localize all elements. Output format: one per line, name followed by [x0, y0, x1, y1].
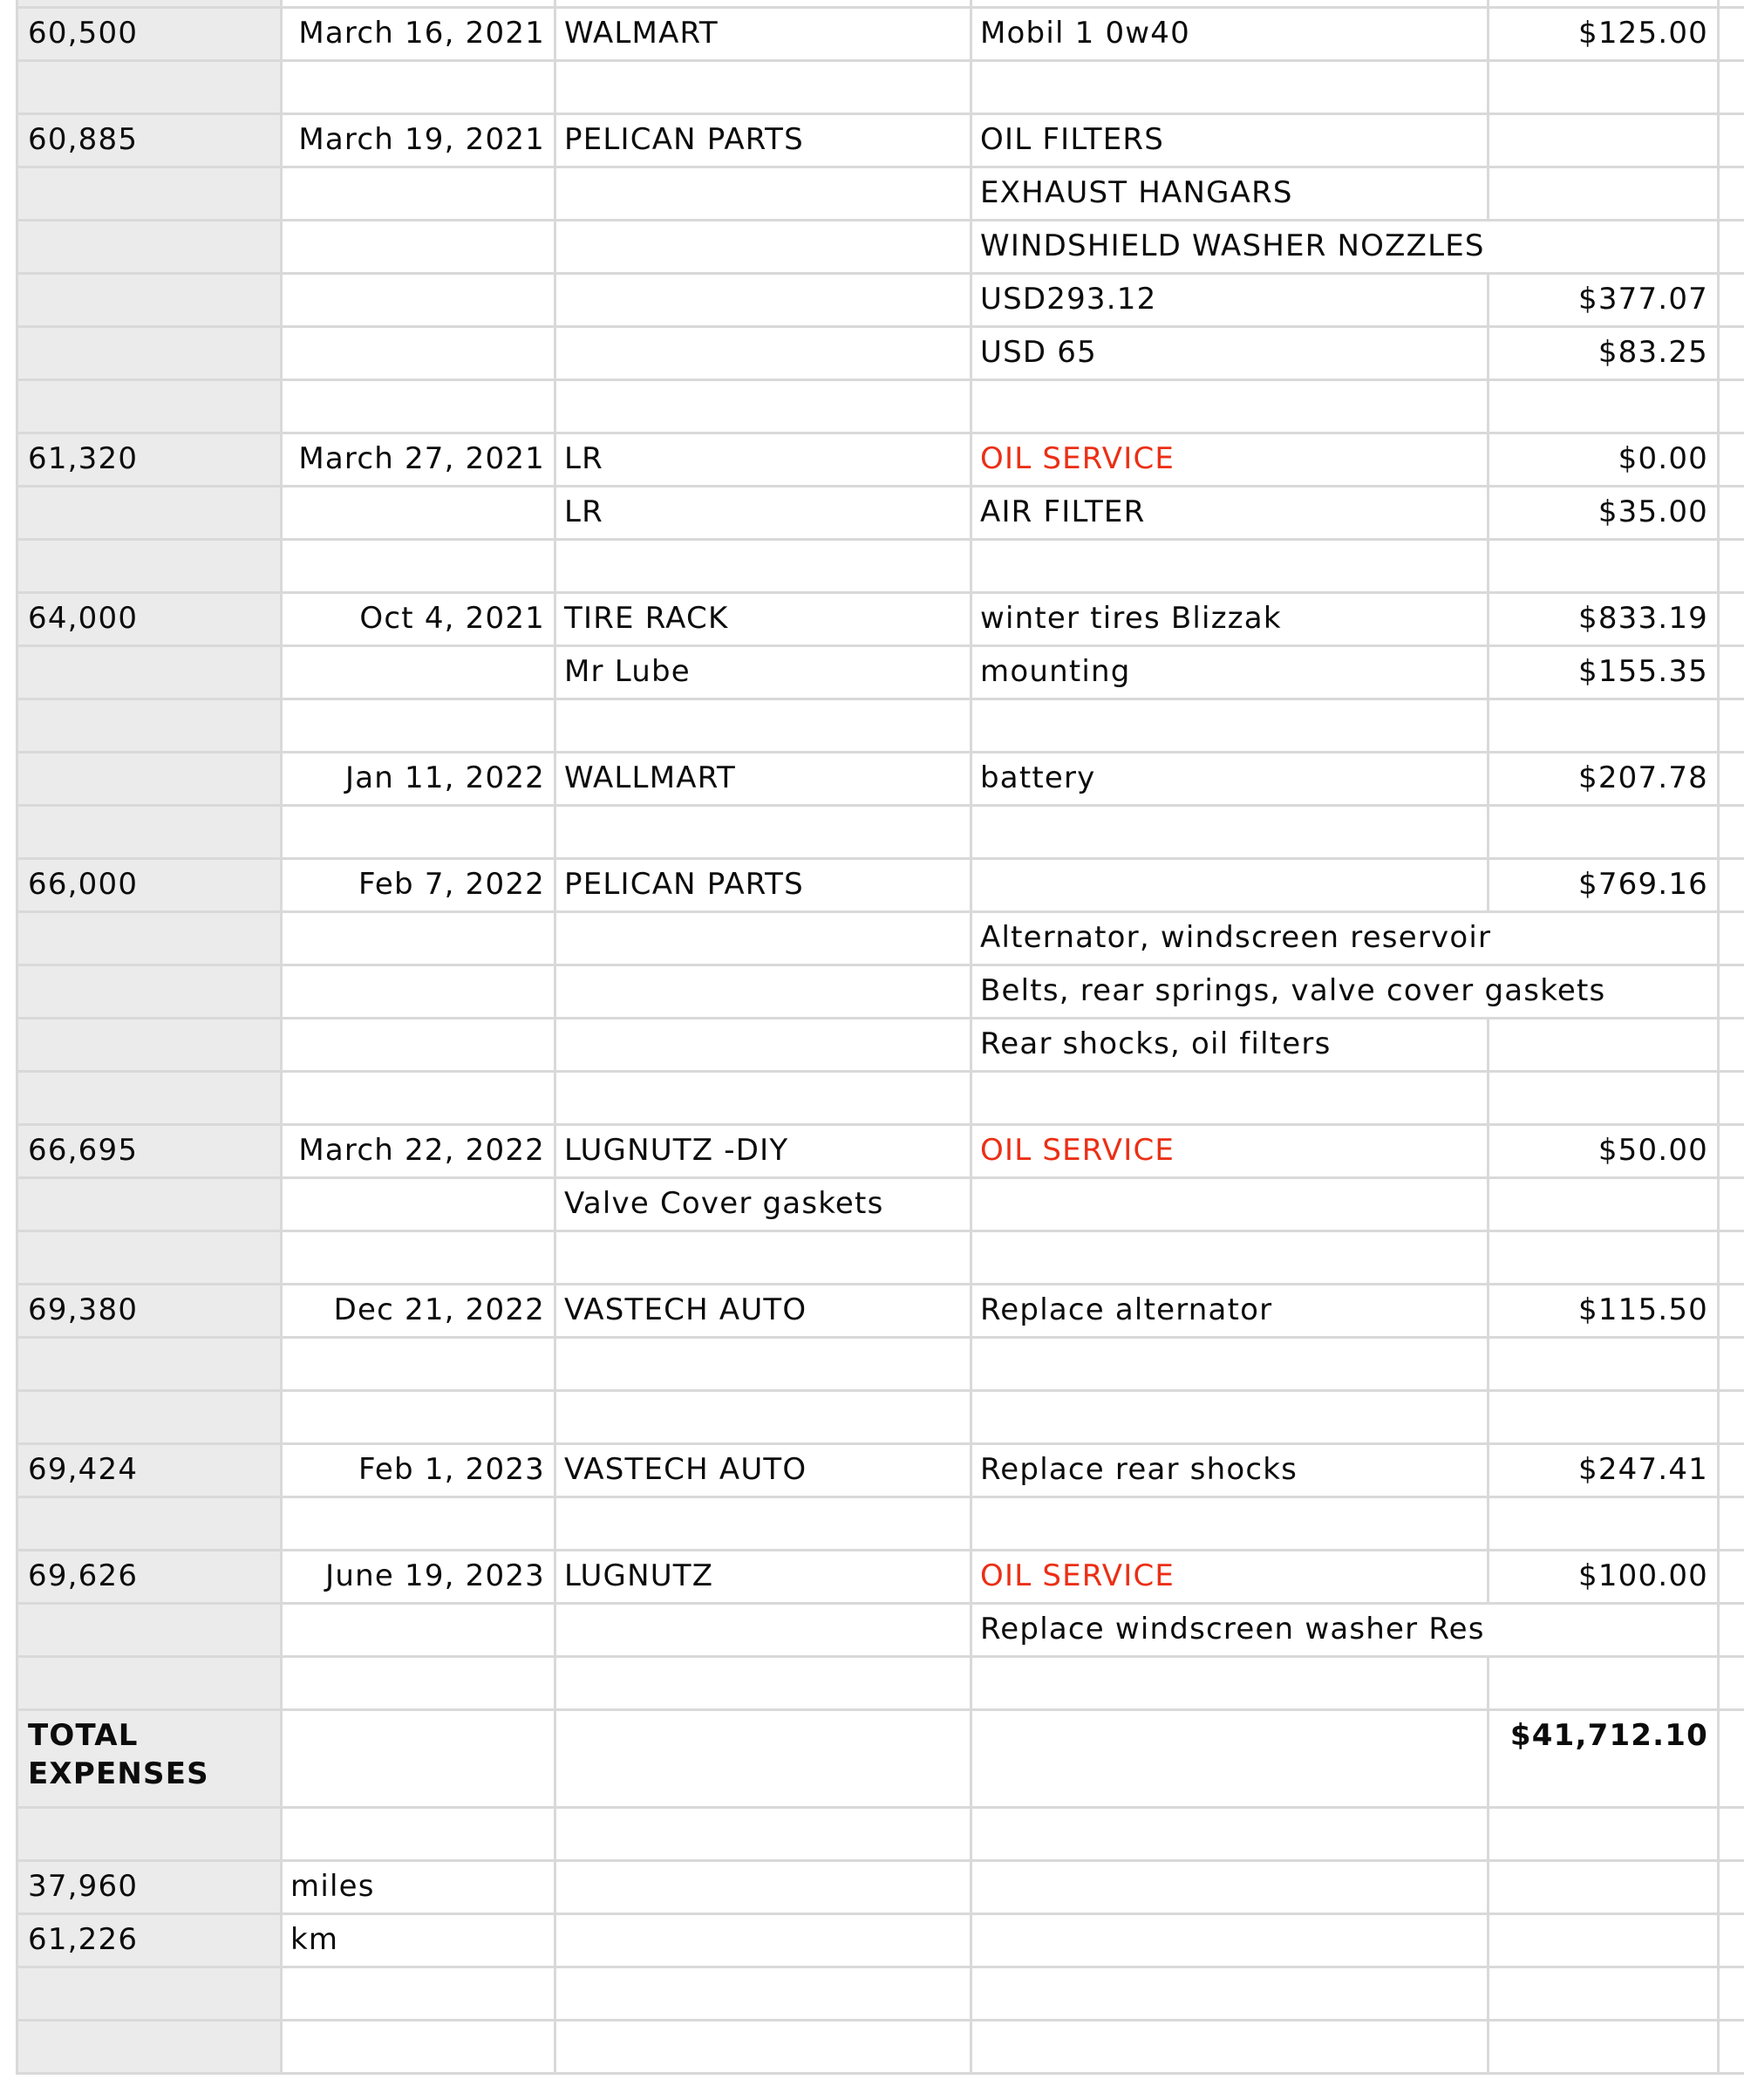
cell-extra[interactable]	[1719, 1807, 1744, 1860]
cell-vendor[interactable]	[555, 1497, 971, 1550]
cell-odometer[interactable]	[17, 1071, 282, 1124]
cell-description[interactable]: EXHAUST HANGARS	[971, 167, 1489, 220]
cell-vendor[interactable]	[555, 1967, 971, 2020]
cell-extra[interactable]	[1719, 1497, 1744, 1550]
cell-extra[interactable]	[1719, 379, 1744, 433]
cell-amount[interactable]: $207.78	[1489, 752, 1719, 805]
table-row	[17, 486, 1744, 539]
cell-odometer[interactable]	[17, 1807, 282, 1860]
table-row	[17, 1860, 1744, 1913]
table-row	[17, 965, 1744, 1018]
cell-extra[interactable]	[1719, 1443, 1744, 1497]
cell-vendor[interactable]	[555, 0, 971, 7]
table-row	[17, 1390, 1744, 1443]
cell-vendor[interactable]	[555, 379, 971, 433]
cell-description[interactable]	[971, 1967, 1489, 2020]
cell-description[interactable]: WINDSHIELD WASHER NOZZLES	[971, 220, 1719, 273]
cell-date[interactable]	[282, 1018, 555, 1071]
cell-vendor[interactable]	[555, 965, 971, 1018]
cell-extra[interactable]	[1719, 645, 1744, 699]
table-row	[17, 113, 1744, 167]
cell-amount[interactable]	[1489, 1390, 1719, 1443]
cell-date[interactable]	[282, 486, 555, 539]
cell-date[interactable]	[282, 0, 555, 7]
cell-odometer[interactable]	[17, 645, 282, 699]
table-row	[17, 1967, 1744, 2020]
cell-amount[interactable]: $50.00	[1489, 1124, 1719, 1177]
cell-vendor[interactable]	[555, 1709, 971, 1807]
cell-description[interactable]	[971, 1913, 1489, 1967]
cell-extra[interactable]	[1719, 539, 1744, 592]
cell-amount[interactable]	[1489, 1231, 1719, 1284]
cell-extra[interactable]	[1719, 1337, 1744, 1390]
table-row	[17, 1807, 1744, 1860]
cell-date[interactable]	[282, 379, 555, 433]
table-row	[17, 858, 1744, 911]
cell-amount[interactable]	[1489, 699, 1719, 752]
cell-date[interactable]	[282, 273, 555, 326]
cell-vendor[interactable]: LR	[555, 433, 971, 486]
cell-odometer[interactable]	[17, 965, 282, 1018]
table-row	[17, 0, 1744, 7]
cell-odometer[interactable]	[17, 167, 282, 220]
cell-date[interactable]	[282, 1231, 555, 1284]
cell-description[interactable]	[971, 1071, 1489, 1124]
cell-vendor[interactable]: PELICAN PARTS	[555, 113, 971, 167]
spreadsheet	[16, 0, 1744, 2084]
cell-odometer[interactable]	[17, 0, 282, 7]
cell-amount[interactable]: $769.16	[1489, 858, 1719, 911]
cell-extra[interactable]	[1719, 0, 1744, 7]
cell-amount[interactable]: $115.50	[1489, 1284, 1719, 1337]
cell-vendor[interactable]	[555, 1656, 971, 1709]
cell-odometer[interactable]	[17, 1177, 282, 1231]
cell-odometer[interactable]: 37,960	[17, 1860, 282, 1913]
cell-odometer[interactable]: 69,424	[17, 1443, 282, 1497]
cell-extra[interactable]	[1719, 326, 1744, 379]
cell-description[interactable]	[971, 60, 1489, 113]
cell-description[interactable]	[971, 1807, 1489, 1860]
cell-odometer[interactable]	[17, 1603, 282, 1656]
cell-date[interactable]	[282, 1071, 555, 1124]
table-row	[17, 1124, 1744, 1177]
cell-extra[interactable]	[1719, 60, 1744, 113]
cell-vendor[interactable]	[555, 1231, 971, 1284]
cell-odometer[interactable]	[17, 2020, 282, 2073]
cell-date[interactable]	[282, 1807, 555, 1860]
cell-odometer[interactable]: 69,626	[17, 1550, 282, 1603]
cell-date[interactable]	[282, 699, 555, 752]
cell-date[interactable]	[282, 1709, 555, 1807]
cell-extra[interactable]	[1719, 1284, 1744, 1337]
cell-extra[interactable]	[1719, 1177, 1744, 1231]
cell-extra[interactable]	[1719, 1018, 1744, 1071]
cell-odometer[interactable]: 60,500	[17, 7, 282, 60]
cell-description[interactable]	[971, 699, 1489, 752]
cell-odometer[interactable]	[17, 486, 282, 539]
cell-vendor[interactable]	[555, 805, 971, 858]
table-row	[17, 1709, 1744, 1807]
cell-description[interactable]: Rear shocks, oil filters	[971, 1018, 1489, 1071]
cell-odometer[interactable]	[17, 326, 282, 379]
table-row	[17, 220, 1744, 273]
table-row	[17, 1071, 1744, 1124]
cell-amount[interactable]	[1489, 1177, 1719, 1231]
cell-description[interactable]	[971, 805, 1489, 858]
cell-description[interactable]: Alternator, windscreen reservoir	[971, 911, 1719, 965]
cell-extra[interactable]	[1719, 2020, 1744, 2073]
cell-extra[interactable]	[1719, 1860, 1744, 1913]
cell-extra[interactable]	[1719, 752, 1744, 805]
table-row	[17, 326, 1744, 379]
cell-odometer[interactable]: 61,226	[17, 1913, 282, 1967]
cell-extra[interactable]	[1719, 486, 1744, 539]
cell-date[interactable]: km	[282, 1913, 555, 1967]
table-row	[17, 273, 1744, 326]
cell-description[interactable]: OIL SERVICE	[971, 433, 1489, 486]
cell-extra[interactable]	[1719, 805, 1744, 858]
cell-date[interactable]: Oct 4, 2021	[282, 592, 555, 645]
table-row	[17, 752, 1744, 805]
cell-date[interactable]	[282, 60, 555, 113]
cell-amount[interactable]: $41,712.10	[1489, 1709, 1719, 1807]
cell-description[interactable]	[971, 1231, 1489, 1284]
cell-extra[interactable]	[1719, 1913, 1744, 1967]
cell-date[interactable]	[282, 220, 555, 273]
expenses-table	[16, 0, 1744, 2075]
cell-odometer[interactable]: 64,000	[17, 592, 282, 645]
cell-description[interactable]	[971, 1656, 1489, 1709]
cell-date[interactable]	[282, 1177, 555, 1231]
cell-description[interactable]: OIL SERVICE	[971, 1124, 1489, 1177]
cell-date[interactable]	[282, 911, 555, 965]
cell-amount[interactable]	[1489, 379, 1719, 433]
cell-amount[interactable]: $83.25	[1489, 326, 1719, 379]
table-row	[17, 1337, 1744, 1390]
table-row	[17, 60, 1744, 113]
cell-extra[interactable]	[1719, 1124, 1744, 1177]
cell-odometer[interactable]	[17, 273, 282, 326]
cell-amount[interactable]: $833.19	[1489, 592, 1719, 645]
table-row	[17, 1656, 1744, 1709]
cell-odometer[interactable]	[17, 699, 282, 752]
cell-amount[interactable]: $125.00	[1489, 7, 1719, 60]
cell-amount[interactable]	[1489, 1337, 1719, 1390]
cell-date[interactable]: March 22, 2022	[282, 1124, 555, 1177]
cell-extra[interactable]	[1719, 911, 1744, 965]
cell-description[interactable]: mounting	[971, 645, 1489, 699]
cell-vendor[interactable]: LUGNUTZ	[555, 1550, 971, 1603]
cell-description[interactable]: OIL FILTERS	[971, 113, 1489, 167]
cell-vendor[interactable]	[555, 167, 971, 220]
cell-odometer[interactable]	[17, 1967, 282, 2020]
cell-vendor[interactable]: Valve Cover gaskets	[555, 1177, 971, 1231]
cell-vendor[interactable]: LUGNUTZ -DIY	[555, 1124, 971, 1177]
cell-extra[interactable]	[1719, 699, 1744, 752]
cell-odometer[interactable]: 61,320	[17, 433, 282, 486]
cell-description[interactable]: USD293.12	[971, 273, 1489, 326]
cell-odometer[interactable]	[17, 911, 282, 965]
table-row	[17, 1603, 1744, 1656]
cell-description[interactable]: OIL SERVICE	[971, 1550, 1489, 1603]
table-row	[17, 592, 1744, 645]
cell-extra[interactable]	[1719, 7, 1744, 60]
cell-extra[interactable]	[1719, 1550, 1744, 1603]
cell-vendor[interactable]	[555, 1018, 971, 1071]
cell-description[interactable]	[971, 1337, 1489, 1390]
table-row	[17, 1231, 1744, 1284]
cell-description[interactable]	[971, 2020, 1489, 2073]
cell-description[interactable]: Mobil 1 0w40	[971, 7, 1489, 60]
cell-odometer[interactable]: 69,380	[17, 1284, 282, 1337]
cell-amount[interactable]	[1489, 1071, 1719, 1124]
cell-vendor[interactable]	[555, 1390, 971, 1443]
cell-date[interactable]	[282, 805, 555, 858]
cell-odometer[interactable]	[17, 1231, 282, 1284]
cell-odometer[interactable]	[17, 220, 282, 273]
cell-odometer[interactable]: TOTAL EXPENSES	[17, 1709, 282, 1807]
cell-date[interactable]	[282, 326, 555, 379]
cell-odometer[interactable]	[17, 1018, 282, 1071]
cell-date[interactable]: March 16, 2021	[282, 7, 555, 60]
cell-vendor[interactable]	[555, 2020, 971, 2073]
cell-description[interactable]	[971, 1497, 1489, 1550]
cell-odometer[interactable]	[17, 1337, 282, 1390]
cell-extra[interactable]	[1719, 113, 1744, 167]
table-row	[17, 1550, 1744, 1603]
table-row	[17, 1018, 1744, 1071]
table-row	[17, 1913, 1744, 1967]
cell-date[interactable]	[282, 2020, 555, 2073]
cell-description[interactable]	[971, 1177, 1489, 1231]
cell-date[interactable]	[282, 1497, 555, 1550]
cell-vendor[interactable]	[555, 1071, 971, 1124]
table-row	[17, 645, 1744, 699]
cell-date[interactable]	[282, 1656, 555, 1709]
cell-vendor[interactable]	[555, 1337, 971, 1390]
cell-description[interactable]	[971, 379, 1489, 433]
cell-vendor[interactable]	[555, 60, 971, 113]
table-row	[17, 433, 1744, 486]
cell-vendor[interactable]	[555, 326, 971, 379]
cell-amount[interactable]: $100.00	[1489, 1550, 1719, 1603]
table-row	[17, 167, 1744, 220]
cell-description[interactable]: Replace rear shocks	[971, 1443, 1489, 1497]
cell-description[interactable]: AIR FILTER	[971, 486, 1489, 539]
cell-extra[interactable]	[1719, 220, 1744, 273]
cell-amount[interactable]	[1489, 1967, 1719, 2020]
cell-extra[interactable]	[1719, 1967, 1744, 2020]
cell-date[interactable]: Dec 21, 2022	[282, 1284, 555, 1337]
cell-vendor[interactable]: Mr Lube	[555, 645, 971, 699]
cell-vendor[interactable]	[555, 1807, 971, 1860]
cell-vendor[interactable]	[555, 273, 971, 326]
cell-vendor[interactable]: WALMART	[555, 7, 971, 60]
cell-description[interactable]: winter tires Blizzak	[971, 592, 1489, 645]
cell-vendor[interactable]: VASTECH AUTO	[555, 1443, 971, 1497]
cell-amount[interactable]	[1489, 1497, 1719, 1550]
cell-extra[interactable]	[1719, 965, 1744, 1018]
cell-description[interactable]: Belts, rear springs, valve cover gaskets	[971, 965, 1719, 1018]
cell-date[interactable]: Feb 7, 2022	[282, 858, 555, 911]
cell-date[interactable]	[282, 645, 555, 699]
cell-amount[interactable]	[1489, 1656, 1719, 1709]
table-row	[17, 1284, 1744, 1337]
cell-vendor[interactable]: TIRE RACK	[555, 592, 971, 645]
cell-description[interactable]	[971, 1860, 1489, 1913]
cell-vendor[interactable]: LR	[555, 486, 971, 539]
cell-description[interactable]	[971, 1709, 1489, 1807]
cell-date[interactable]: June 19, 2023	[282, 1550, 555, 1603]
cell-amount[interactable]	[1489, 167, 1719, 220]
table-row	[17, 2020, 1744, 2073]
cell-amount[interactable]	[1489, 2020, 1719, 2073]
cell-date[interactable]	[282, 167, 555, 220]
cell-date[interactable]: Jan 11, 2022	[282, 752, 555, 805]
cell-vendor[interactable]	[555, 699, 971, 752]
table-row	[17, 1177, 1744, 1231]
cell-amount[interactable]	[1489, 1913, 1719, 1967]
cell-date[interactable]: March 27, 2021	[282, 433, 555, 486]
cell-date[interactable]	[282, 1967, 555, 2020]
cell-description[interactable]: Replace alternator	[971, 1284, 1489, 1337]
table-row	[17, 1443, 1744, 1497]
cell-amount[interactable]: $377.07	[1489, 273, 1719, 326]
cell-amount[interactable]	[1489, 805, 1719, 858]
cell-description[interactable]: USD 65	[971, 326, 1489, 379]
cell-date[interactable]	[282, 1337, 555, 1390]
cell-odometer[interactable]	[17, 1390, 282, 1443]
cell-amount[interactable]	[1489, 0, 1719, 7]
table-row	[17, 1497, 1744, 1550]
cell-extra[interactable]	[1719, 1231, 1744, 1284]
cell-vendor[interactable]	[555, 911, 971, 965]
cell-description[interactable]: Replace windscreen washer Res	[971, 1603, 1719, 1656]
cell-odometer[interactable]: 66,695	[17, 1124, 282, 1177]
table-row	[17, 539, 1744, 592]
cell-description[interactable]	[971, 0, 1489, 7]
cell-vendor[interactable]	[555, 539, 971, 592]
cell-odometer[interactable]	[17, 60, 282, 113]
cell-odometer[interactable]: 66,000	[17, 858, 282, 911]
cell-date[interactable]	[282, 965, 555, 1018]
cell-description[interactable]	[971, 1390, 1489, 1443]
cell-extra[interactable]	[1719, 858, 1744, 911]
cell-date[interactable]	[282, 1390, 555, 1443]
table-row	[17, 699, 1744, 752]
cell-odometer[interactable]	[17, 539, 282, 592]
cell-amount[interactable]	[1489, 539, 1719, 592]
cell-amount[interactable]: $0.00	[1489, 433, 1719, 486]
cell-date[interactable]	[282, 539, 555, 592]
cell-description[interactable]: battery	[971, 752, 1489, 805]
table-row	[17, 379, 1744, 433]
cell-amount[interactable]	[1489, 1860, 1719, 1913]
cell-extra[interactable]	[1719, 1390, 1744, 1443]
cell-amount[interactable]: $35.00	[1489, 486, 1719, 539]
cell-odometer[interactable]	[17, 1656, 282, 1709]
cell-vendor[interactable]: PELICAN PARTS	[555, 858, 971, 911]
cell-vendor[interactable]	[555, 220, 971, 273]
cell-vendor[interactable]	[555, 1913, 971, 1967]
cell-vendor[interactable]	[555, 1603, 971, 1656]
cell-amount[interactable]	[1489, 60, 1719, 113]
cell-extra[interactable]	[1719, 1071, 1744, 1124]
cell-vendor[interactable]: VASTECH AUTO	[555, 1284, 971, 1337]
cell-vendor[interactable]	[555, 1860, 971, 1913]
cell-extra[interactable]	[1719, 1709, 1744, 1807]
cell-extra[interactable]	[1719, 433, 1744, 486]
cell-date[interactable]: Feb 1, 2023	[282, 1443, 555, 1497]
table-row	[17, 911, 1744, 965]
cell-odometer[interactable]	[17, 752, 282, 805]
cell-amount[interactable]	[1489, 1018, 1719, 1071]
cell-amount[interactable]	[1489, 113, 1719, 167]
cell-odometer[interactable]	[17, 805, 282, 858]
cell-extra[interactable]	[1719, 167, 1744, 220]
cell-amount[interactable]: $247.41	[1489, 1443, 1719, 1497]
cell-date[interactable]: March 19, 2021	[282, 113, 555, 167]
table-row	[17, 805, 1744, 858]
cell-extra[interactable]	[1719, 592, 1744, 645]
cell-odometer[interactable]	[17, 379, 282, 433]
table-row	[17, 7, 1744, 60]
cell-extra[interactable]	[1719, 1603, 1744, 1656]
cell-odometer[interactable]	[17, 1497, 282, 1550]
cell-date[interactable]	[282, 1603, 555, 1656]
cell-vendor[interactable]: WALLMART	[555, 752, 971, 805]
cell-description[interactable]	[971, 539, 1489, 592]
cell-amount[interactable]: $155.35	[1489, 645, 1719, 699]
cell-date[interactable]: miles	[282, 1860, 555, 1913]
cell-extra[interactable]	[1719, 1656, 1744, 1709]
cell-description[interactable]	[971, 858, 1489, 911]
cell-amount[interactable]	[1489, 1807, 1719, 1860]
cell-extra[interactable]	[1719, 273, 1744, 326]
cell-odometer[interactable]: 60,885	[17, 113, 282, 167]
